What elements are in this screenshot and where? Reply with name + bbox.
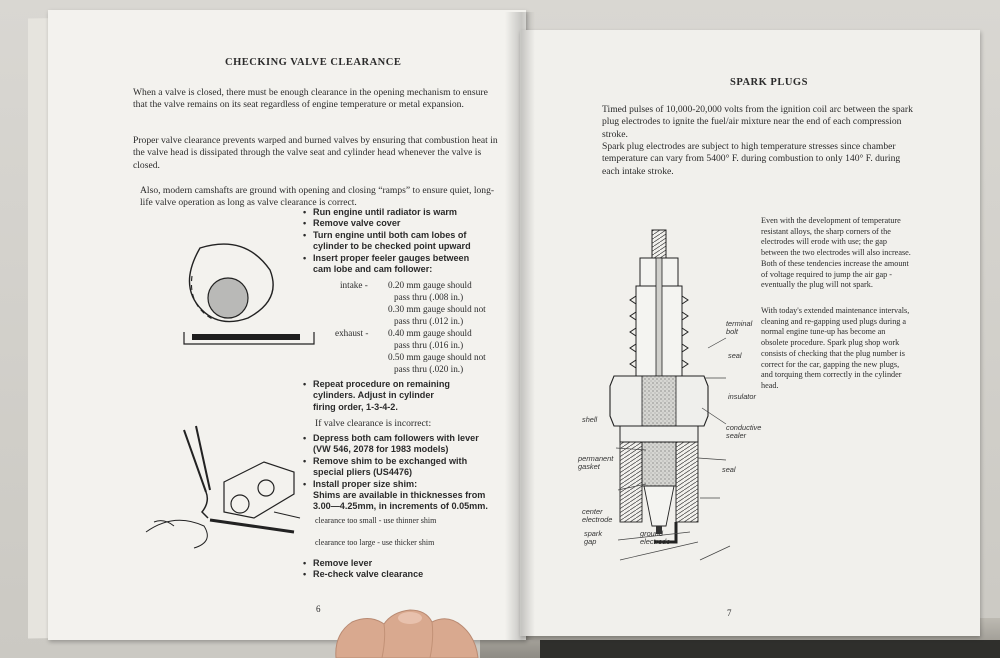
paragraph-timed-pulses: Timed pulses of 10,000-20,000 volts from the ignition coil arc between the spark plug electrodes to ignite the fuel/air mixture near the end of each compression stroke. bbox=[602, 104, 913, 140]
right-page bbox=[520, 30, 980, 636]
step-depress-followers: • Depress both cam followers with lever (VW 546, 2078 for 1983 models) bbox=[313, 433, 493, 456]
label-spark-gap: spark gap bbox=[584, 529, 603, 547]
left-page bbox=[48, 10, 526, 640]
exhaust-spec-3: 0.50 mm gauge should not bbox=[388, 352, 486, 362]
exhaust-spec-1: 0.40 mm gauge should bbox=[388, 328, 472, 338]
label-conductive-sealer: conductive sealer bbox=[726, 423, 762, 441]
steps-list-c bbox=[303, 558, 473, 581]
exhaust-label: exhaust - bbox=[335, 328, 369, 338]
shim-pliers-illustration bbox=[144, 422, 304, 552]
page-number-left: 6 bbox=[316, 604, 321, 614]
step-remove-shim: • Remove shim to be exchanged with special pliers (US4476) bbox=[313, 456, 493, 479]
book-gutter-shadow bbox=[505, 12, 535, 640]
step-repeat: • Repeat procedure on remaining cylinders. Adjust in cylinder firing order, 1-3-4-2. bbox=[313, 379, 453, 413]
label-seal-bottom: seal bbox=[722, 465, 736, 474]
exhaust-spec-2: pass thru (.016 in.) bbox=[394, 340, 464, 350]
step-recheck: • Re-check valve clearance bbox=[313, 569, 473, 580]
intake-spec-4: pass thru (.012 in.) bbox=[394, 316, 464, 326]
shim-thickness-note: Shims are available in thicknesses from 3.00—4.25mm, in increments of 0.05mm. bbox=[313, 490, 488, 512]
steps-list-a bbox=[303, 207, 478, 275]
label-shell: shell bbox=[582, 415, 598, 424]
paragraph-valve-closed: When a valve is closed, there must be enough clearance in the opening mechanism to ensure that the valve remains on its seat regardless of engine temperature or metal expansion. bbox=[133, 87, 488, 111]
step-turn-engine: • Turn engine until both cam lobes of cylinder to be checked point upward bbox=[313, 230, 478, 253]
label-ground-electrode: ground electrode bbox=[640, 529, 671, 547]
intake-label: intake - bbox=[340, 280, 368, 290]
intake-spec-2: pass thru (.008 in.) bbox=[394, 292, 464, 302]
paragraph-camshaft-ramps: Also, modern camshafts are ground with opening and closing “ramps” to ensure quiet, long-life valve operation as long as valve clearance is correct. bbox=[140, 185, 495, 209]
right-page-title: SPARK PLUGS bbox=[730, 77, 808, 88]
step-repeat-block bbox=[303, 379, 453, 413]
step-insert-gauges: • Insert proper feeler gauges between cam lobe and cam follower: bbox=[313, 253, 478, 276]
paragraph-electrode-erosion: Even with the development of temperature resistant alloys, the sharp corners of the electrodes will erode with use; the gap between the two electrodes will also increase. Both of these tendencies increase the amount of voltage required to jump the air gap - eventually the plug will not spark. bbox=[761, 216, 911, 290]
step-install-shim: • Install proper size shim: bbox=[313, 479, 493, 490]
paragraph-high-temperature: Spark plug electrodes are subject to high temperature stresses since chamber temperature can vary from 5400° F. during combustion to only 140° F. during each intake stroke. bbox=[602, 141, 901, 177]
label-terminal-bolt: terminal bolt bbox=[726, 319, 753, 337]
page-number-right: 7 bbox=[727, 608, 732, 618]
left-page-title: CHECKING VALVE CLEARANCE bbox=[225, 57, 402, 68]
label-seal-top: seal bbox=[728, 351, 742, 360]
paragraph-proper-clearance: Proper valve clearance prevents warped and burned valves by ensuring that combustion heat in the valve head is dissipated through the valve seat and cylinder head whenever the valve is closed. bbox=[133, 135, 498, 171]
exhaust-spec-4: pass thru (.020 in.) bbox=[394, 364, 464, 374]
hand-holding-page bbox=[330, 604, 480, 658]
step-remove-cover: • Remove valve cover bbox=[313, 218, 478, 229]
step-warm-engine: • Run engine until radiator is warm bbox=[313, 207, 478, 218]
steps-list-b bbox=[303, 433, 493, 513]
label-center-electrode: center electrode bbox=[582, 507, 613, 525]
intake-spec-1: 0.20 mm gauge should bbox=[388, 280, 472, 290]
step-remove-lever: • Remove lever bbox=[313, 558, 473, 569]
intake-spec-3: 0.30 mm gauge should not bbox=[388, 304, 486, 314]
label-permanent-gasket: permanent gasket bbox=[578, 454, 614, 472]
shim-note-thinner: clearance too small - use thinner shim bbox=[315, 516, 437, 525]
incorrect-heading: If valve clearance is incorrect: bbox=[315, 418, 432, 429]
paragraph-maintenance: With today's extended maintenance intervals, cleaning and re-gapping used plugs during a normal engine tune-up has become an obsolete procedure. Spark plug shop work consists of checking that the plug number is correct for the car, gapping the new plugs, and torquing them correctly in the cylinder head. bbox=[761, 306, 910, 390]
cam-lobe-illustration bbox=[170, 240, 320, 350]
table-edge bbox=[540, 640, 1000, 658]
shim-note-thicker: clearance too large - use thicker shim bbox=[315, 538, 435, 547]
label-insulator: insulator bbox=[728, 392, 756, 401]
